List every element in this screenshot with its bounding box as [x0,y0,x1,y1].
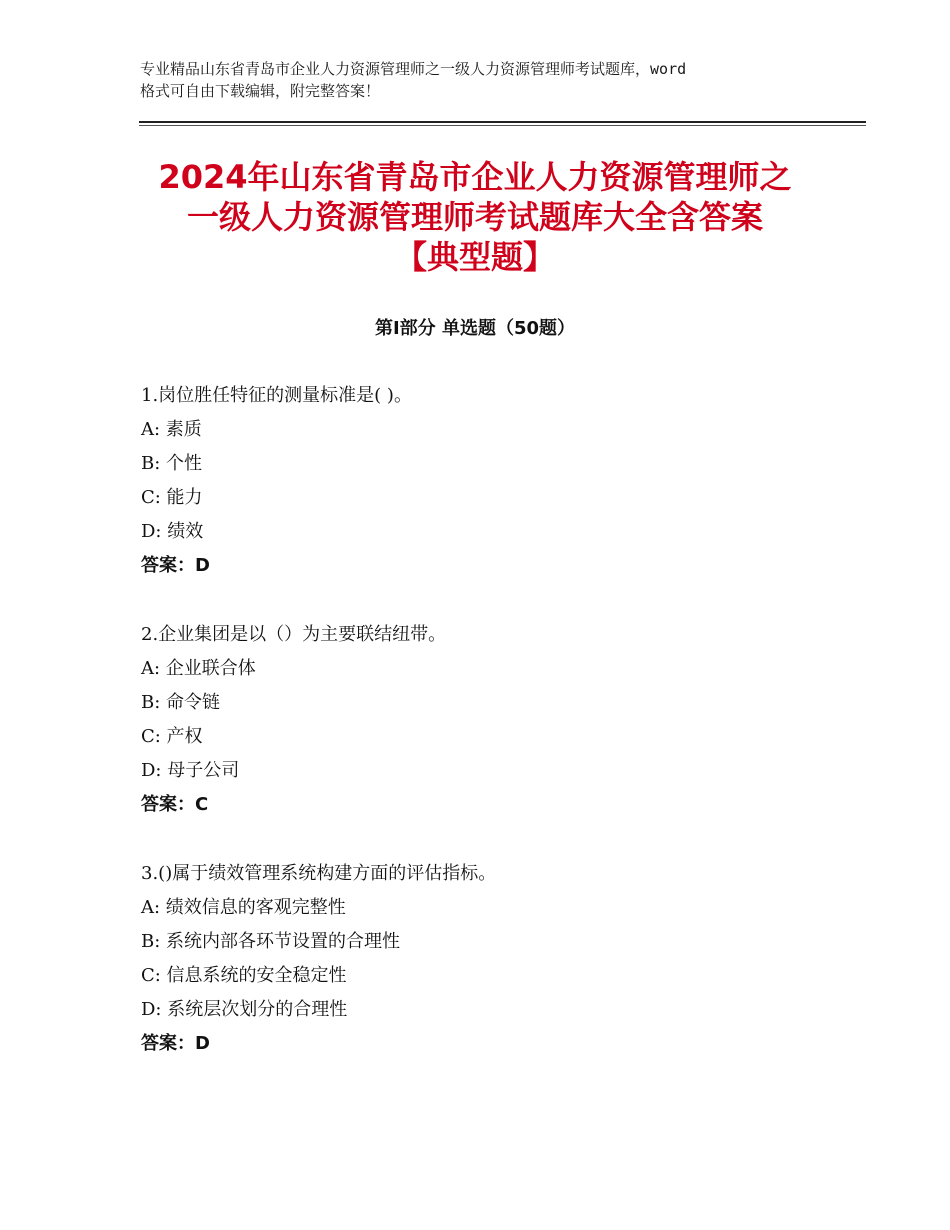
option-d: D: 系统层次划分的合理性 [141,999,348,1020]
question-stem: 3.()属于绩效管理系统构建方面的评估指标。 [141,863,497,884]
section-heading: 第Ⅰ部分 单选题（50题） [374,318,575,339]
document-title [100,157,850,277]
answer: 答案：C [141,794,209,815]
option-c: C: 产权 [141,726,203,747]
option-d: D: 绩效 [141,521,204,542]
question-stem: 1.岗位胜任特征的测量标准是( )。 [141,385,412,406]
option-a: A: 绩效信息的客观完整性 [141,897,346,918]
question-1 [141,379,861,583]
option-c: C: 信息系统的安全稳定性 [141,965,347,986]
option-a: A: 企业联合体 [141,658,256,679]
header-divider-thin [139,125,866,126]
option-b: B: 系统内部各环节设置的合理性 [141,931,401,952]
question-2 [141,618,861,822]
title-line-1: 2024年山东省青岛市企业人力资源管理师之 [158,158,792,196]
header-divider-thick [139,121,866,123]
title-line-3: 【典型题】 [394,238,555,276]
header-note [140,58,840,102]
title-line-2: 一级人力资源管理师考试题库大全含答案 [186,198,763,236]
option-b: B: 命令链 [141,692,221,713]
option-a: A: 素质 [141,419,202,440]
option-b: B: 个性 [141,453,203,474]
question-3 [141,857,861,1061]
header-note-line-2: 格式可自由下载编辑，附完整答案！ [140,82,381,100]
header-note-line-1: 专业精品山东省青岛市企业人力资源管理师之一级人力资源管理师考试题库，word [140,60,687,78]
option-c: C: 能力 [141,487,203,508]
answer: 答案：D [141,555,210,576]
answer: 答案：D [141,1033,210,1054]
question-stem: 2.企业集团是以（）为主要联结纽带。 [141,624,447,645]
option-d: D: 母子公司 [141,760,240,781]
